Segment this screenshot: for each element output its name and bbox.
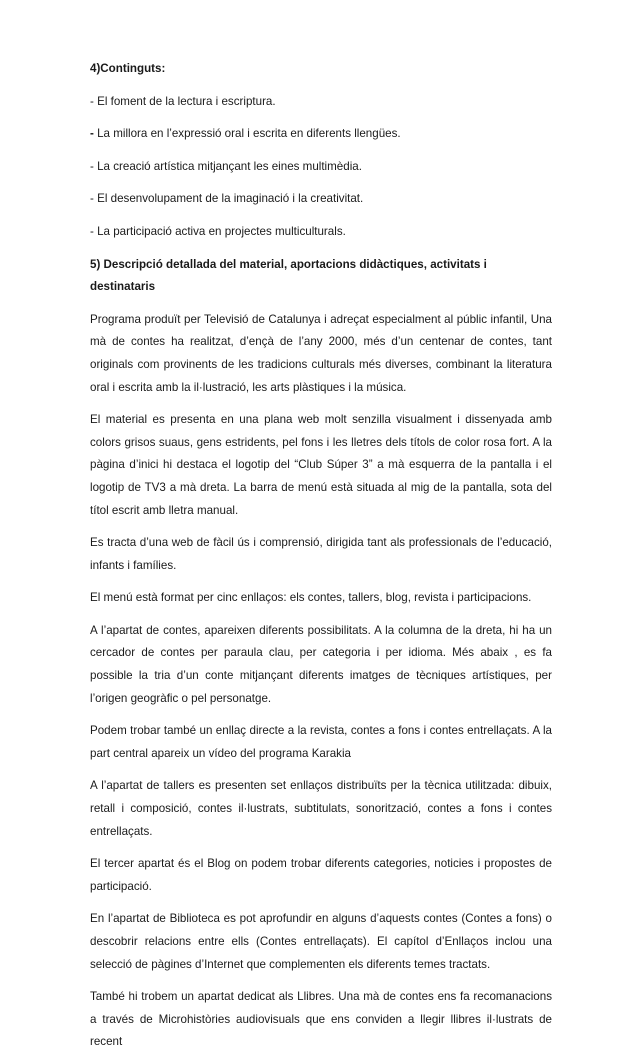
item-dash: - bbox=[90, 127, 94, 141]
item-text: La millora en l’expressió oral i escrita en diferents llengües. bbox=[93, 127, 401, 141]
body-paragraph: Es tracta d’una web de fàcil ús i comprensió, dirigida tant als professionals de l’educació, infants i famílies. bbox=[90, 536, 552, 572]
content-item bbox=[90, 188, 552, 211]
content-item bbox=[90, 91, 552, 114]
body-paragraph: En l’apartat de Biblioteca es pot aprofundir en alguns d’aquests contes (Contes a fons) o descobrir relacions entre ells (Contes entrellaçats). El capítol d’Enllaços inclou una selecció de pàgines d’Internet que complementen els diferents temes tractats. bbox=[90, 912, 552, 971]
section-4-title: 4)Continguts: bbox=[90, 62, 166, 75]
section-5-title: 5) Descripció detallada del material, aportacions didàctiques, activitats i destinataris bbox=[90, 257, 487, 294]
body-paragraph: A l’apartat de contes, apareixen diferents possibilitats. A la columna de la dreta, hi ha un cercador de contes per paraula clau, per categoria i per idioma. Més abaix , es fa possible la tria d’un conte mitjançant diferents imatges de tècniques artístiques, per l’origen geogràfic o pel personatge. bbox=[90, 623, 552, 705]
content-item bbox=[90, 156, 552, 179]
body-paragraph: També hi trobem un apartat dedicat als Llibres. Una mà de contes ens fa recomanacions a través de Microhistòries audiovisuals que ens conviden a llegir llibres il·lustrats de recent bbox=[90, 990, 552, 1049]
body-paragraph: Programa produït per Televisió de Catalunya i adreçat especialment al públic infantil, Una mà de contes ha realitzat, d’ençà de l’any 2000, més d’un centenar de contes, tant originals com provinents de les tradicions culturals més diverses, combinant la literatura oral i escrita amb la il·lustració, les arts plàstiques i la música. bbox=[90, 312, 552, 394]
document-page bbox=[90, 58, 552, 1054]
body-paragraph: Podem trobar també un enllaç directe a la revista, contes a fons i contes entrellaçats. A la part central apareix un vídeo del programa Karakia bbox=[90, 724, 552, 760]
body-paragraph: El material es presenta en una plana web molt senzilla visualment i dissenyada amb colors grisos suaus, gens estridents, pel fons i les lletres dels títols de color rosa fort. A la pàgina d’inici hi destaca el logotip del “Club Súper 3” a mà esquerra de la pantalla i el logotip de TV3 a mà dreta. La barra de menú està situada al mig de la pantalla, sota del títol escrit amb lletra manual. bbox=[90, 413, 552, 517]
item-dash: - bbox=[90, 159, 94, 173]
item-text: La creació artística mitjançant les eines multimèdia. bbox=[93, 159, 362, 173]
item-text: La participació activa en projectes multiculturals. bbox=[93, 224, 346, 238]
item-text: El foment de la lectura i escriptura. bbox=[93, 94, 276, 108]
item-dash: - bbox=[90, 94, 94, 108]
item-dash: - bbox=[90, 224, 94, 238]
body-paragraph: A l’apartat de tallers es presenten set enllaços distribuïts per la tècnica utilitzada: dibuix, retall i composició, contes il·lustrats, subtitulats, sonorització, contes a fons i contes entrellaçats. bbox=[90, 779, 552, 838]
item-dash: - bbox=[90, 192, 94, 206]
body-paragraph: El tercer apartat és el Blog on podem trobar diferents categories, noticies i propostes de participació. bbox=[90, 857, 552, 893]
body-paragraph: El menú està format per cinc enllaços: els contes, tallers, blog, revista i participacions. bbox=[90, 591, 532, 605]
content-item bbox=[90, 221, 552, 244]
item-text: El desenvolupament de la imaginació i la creativitat. bbox=[93, 192, 364, 206]
content-item bbox=[90, 123, 552, 146]
